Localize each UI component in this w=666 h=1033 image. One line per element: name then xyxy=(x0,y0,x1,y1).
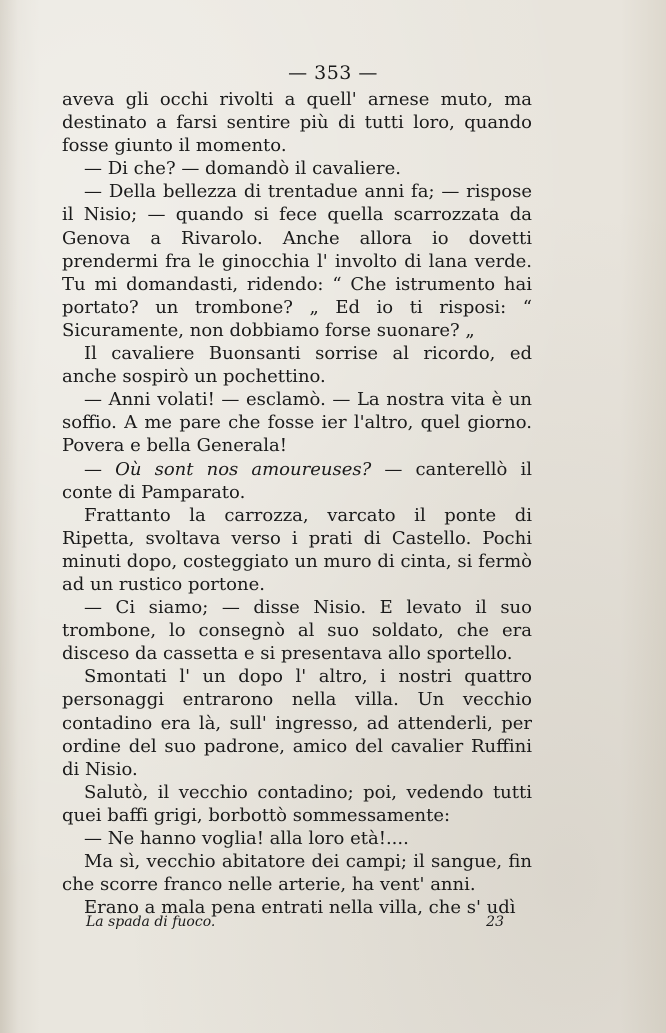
paragraph: Ma sì, vecchio abitatore dei campi; il sangue, fin che scorre franco nelle arterie, ha vent' anni. xyxy=(62,851,532,896)
paragraph: — Ci siamo; — disse Nisio. E levato il suo trombone, lo consegnò al suo soldato, che era disceso da cassetta e si presentava allo sportello. xyxy=(62,597,532,665)
paragraph: — Di che? — domandò il cavaliere. xyxy=(84,158,401,180)
paragraph: Salutò, il vecchio contadino; poi, vedendo tutti quei baffi grigi, borbottò sommessamente: xyxy=(62,781,532,826)
page-footer xyxy=(86,914,504,930)
paragraph: Il cavaliere Buonsanti sorrise al ricordo, ed anche sospirò un pochettino. xyxy=(62,343,532,388)
paragraph: — Ne hanno voglia! alla loro età!.... xyxy=(84,828,409,849)
body-text xyxy=(62,88,532,919)
paragraph: Smontati l' un dopo l' altro, i nostri quattro personaggi entrarono nella villa. Un vecchio contadino era là, sull' ingresso, ad attenderli, per ordine del suo padrone, amico del cavalier Ruffini di Nisio. xyxy=(62,666,532,780)
paragraph: — Anni volati! — esclamò. — La nostra vita è un soffio. A me pare che fosse ier l'altro, quel giorno. Povera e bella Generala! xyxy=(62,389,532,457)
dash: — xyxy=(84,458,116,480)
sheet-number: 23 xyxy=(486,914,504,930)
paragraph: aveva gli occhi rivolti a quell' arnese muto, ma destinato a farsi sentire più di tutti loro, quando fosse giunto il momento. xyxy=(62,89,532,157)
paragraph-song-quote xyxy=(62,458,532,504)
song-title: Où sont nos amoureuses? xyxy=(115,458,372,480)
page-number: — 353 — xyxy=(288,62,378,84)
signature-mark: La spada di fuoco. xyxy=(86,914,216,930)
paragraph: Erano a mala pena entrati nella villa, che s' udì xyxy=(84,897,516,919)
paragraph: Frattanto la carrozza, varcato il ponte di Ripetta, svoltava verso i prati di Castello. Pochi minuti dopo, costeggiato un muro di cinta, si fermò ad un rustico portone. xyxy=(62,504,532,595)
song-quote-rest: — canterellò il conte di Pamparato. xyxy=(62,458,532,503)
paragraph: — Della bellezza di trentadue anni fa; — rispose il Nisio; — quando si fece quella scarrozzata da Genova a Rivarolo. Anche allora io dovetti prendermi fra le ginocchia l' involto di lana verde. Tu mi domandasti, ridendo: “ Che istrumento hai portato? un trombone? „ Ed io ti risposi: “ Sicuramente, non dobbiamo forse suonare? „ xyxy=(62,181,532,341)
